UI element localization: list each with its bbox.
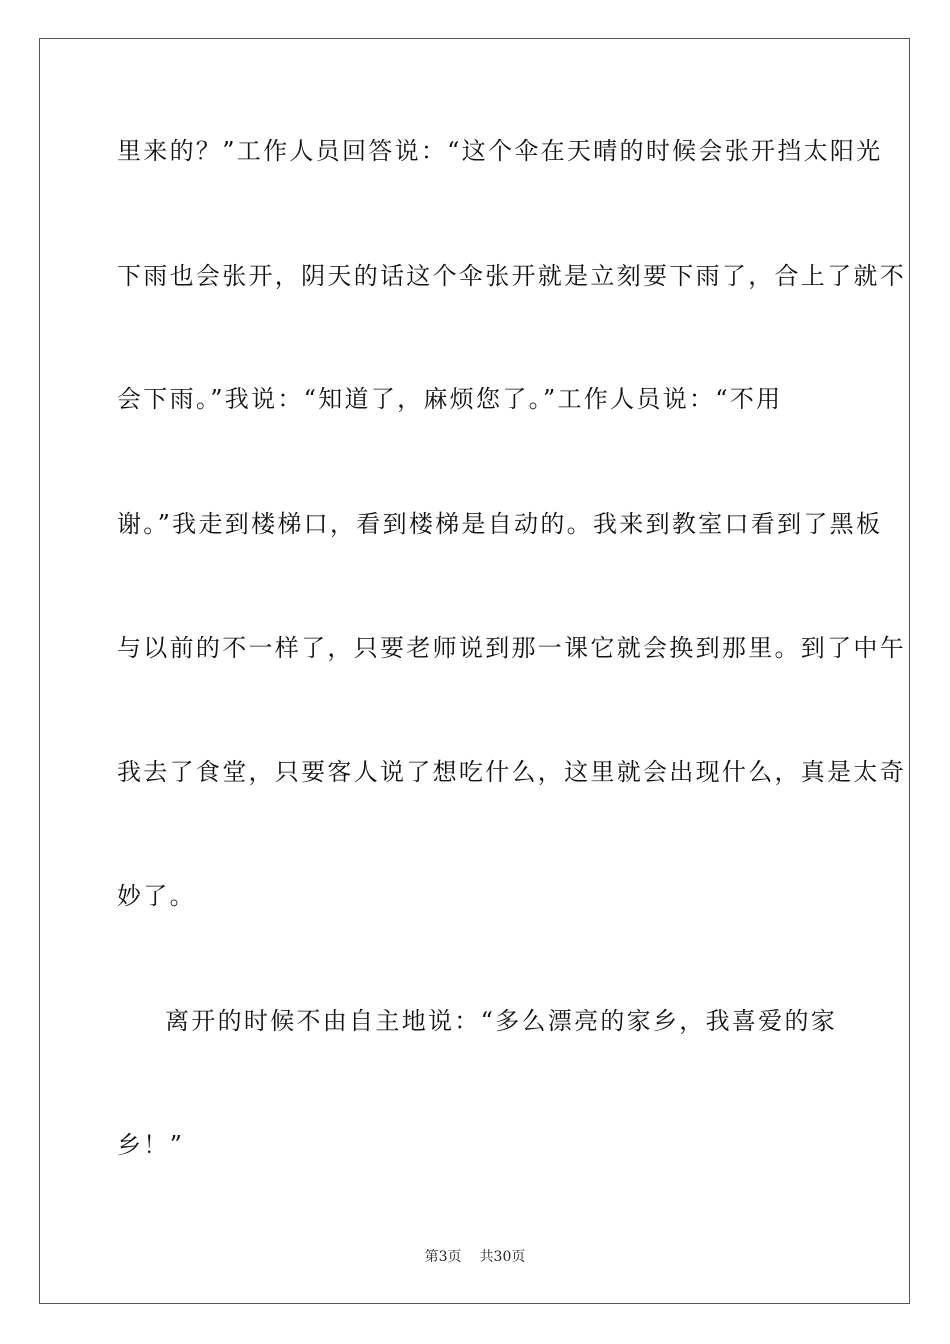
body-text-line-8: 离开的时候不由自主地说：“多么漂亮的家乡，我喜爱的家 — [165, 1007, 838, 1035]
body-text-line-1: 里来的？”工作人员回答说：“这个伞在天晴的时候会张开挡太阳光 — [117, 137, 883, 165]
page-number: 第3页 — [424, 1249, 462, 1265]
page-footer — [0, 1248, 950, 1266]
body-text-line-7: 妙了。 — [117, 882, 196, 910]
page-border — [39, 38, 910, 1304]
body-text-line-2: 下雨也会张开，阴天的话这个伞张开就是立刻要下雨了，合上了就不 — [117, 262, 906, 290]
body-text-line-3: 会下雨。”我说：“知道了，麻烦您了。”工作人员说：“不用 — [117, 385, 783, 413]
body-text-line-6: 我去了食堂，只要客人说了想吃什么，这里就会出现什么，真是太奇 — [117, 758, 906, 786]
body-text-line-5: 与以前的不一样了，只要老师说到那一课它就会换到那里。到了中午 — [117, 634, 906, 662]
total-pages: 共30页 — [479, 1249, 526, 1265]
body-text-line-9: 乡！” — [117, 1131, 185, 1159]
body-text-line-4: 谢。”我走到楼梯口，看到楼梯是自动的。我来到教室口看到了黑板 — [117, 510, 883, 538]
